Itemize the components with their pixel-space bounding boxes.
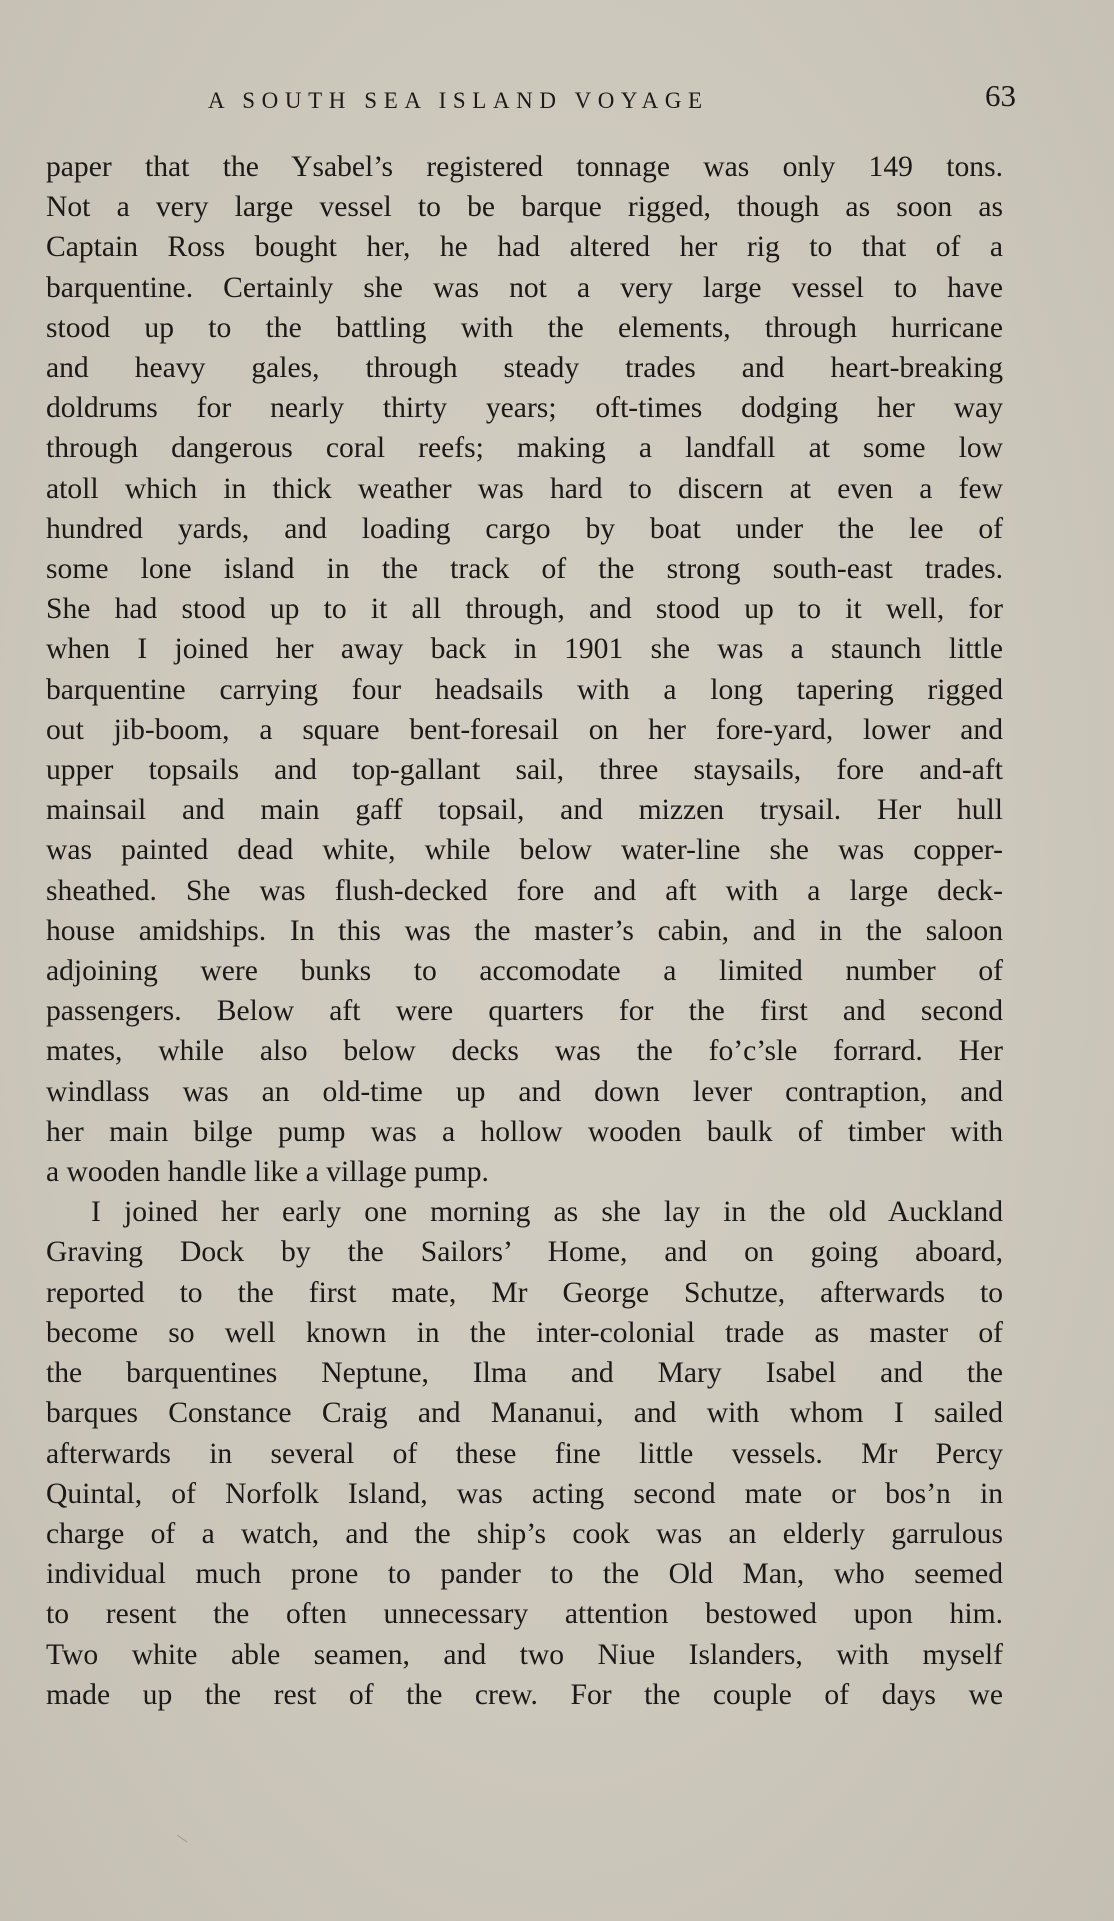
text-line: Quintal, of Norfolk Island, was acting second mate or bos’n in [46,1477,1003,1510]
text-line: atoll which in thick weather was hard to discern at even a few [46,472,1003,505]
text-line: afterwards in several of these fine little vessels. Mr Percy [46,1437,1003,1470]
text-line: reported to the first mate, Mr George Schutze, afterwards to [46,1276,1003,1309]
text-line: adjoining were bunks to accomodate a limited number of [46,955,1003,988]
page-header [48,78,1016,122]
text-line: hundred yards, and loading cargo by boat under the lee of [46,512,1003,545]
text-line: house amidships. In this was the master’s cabin, and in the saloon [46,914,1003,947]
text-line: Captain Ross bought her, he had altered her rig to that of a [46,231,1003,264]
text-line: She had stood up to it all through, and stood up to it well, for [46,593,1003,626]
text-line: charge of a watch, and the ship’s cook was an elderly garrulous [46,1517,1003,1550]
text-line: upper topsails and top-gallant sail, three staysails, fore and-aft [46,754,1003,787]
text-line: barquentine carrying four headsails with a long tapering rigged [46,673,1003,706]
text-line: made up the rest of the crew. For the couple of days we [46,1678,1003,1711]
paper-mark [177,1835,187,1843]
text-line: the barquentines Neptune, Ilma and Mary Isabel and the [46,1357,1003,1390]
text-line: when I joined her away back in 1901 she was a staunch little [46,633,1003,666]
text-line: doldrums for nearly thirty years; oft-times dodging her way [46,392,1003,425]
text-line: become so well known in the inter-colonial trade as master of [46,1316,1003,1349]
text-line: out jib-boom, a square bent-foresail on her fore-yard, lower and [46,713,1003,746]
text-line: some lone island in the track of the strong south-east trades. [46,553,1003,586]
text-line: individual much prone to pander to the Old Man, who seemed [46,1558,1003,1591]
text-line: barquentine. Certainly she was not a very large vessel to have [46,271,1003,304]
text-line: paper that the Ysabel’s registered tonnage was only 149 tons. [46,151,1003,183]
text-line: her main bilge pump was a hollow wooden baulk of timber with [46,1115,1003,1148]
text-line: I joined her early one morning as she lay in the old Auckland [91,1196,1003,1229]
text-line: barques Constance Craig and Mananui, and with whom I sailed [46,1397,1003,1430]
text-line: stood up to the battling with the elements, through hurricane [46,311,1003,344]
text-line: mainsail and main gaff topsail, and mizzen trysail. Her hull [46,794,1003,827]
text-line: Not a very large vessel to be barque rigged, though as soon as [46,191,1003,224]
text-line: sheathed. She was flush-decked fore and aft with a large deck- [46,874,1003,907]
text-line: to resent the often unnecessary attention bestowed upon him. [46,1598,1003,1631]
text-line: a wooden handle like a village pump. [46,1156,489,1189]
text-line: Graving Dock by the Sailors’ Home, and on going aboard, [46,1236,1003,1269]
body-text [46,147,1003,1715]
page-number: 63 [985,78,1016,113]
text-line: passengers. Below aft were quarters for the first and second [46,995,1003,1028]
text-line: was painted dead white, while below water-line she was copper- [46,834,1003,867]
text-line: mates, while also below decks was the fo’c’sle forrard. Her [46,1035,1003,1068]
running-title: A SOUTH SEA ISLAND VOYAGE [208,88,709,113]
text-line: Two white able seamen, and two Niue Islanders, with myself [46,1638,1003,1671]
text-line: and heavy gales, through steady trades and heart-breaking [46,352,1003,385]
text-line: through dangerous coral reefs; making a landfall at some low [46,432,1003,465]
text-line: windlass was an old-time up and down lever contraption, and [46,1075,1003,1108]
